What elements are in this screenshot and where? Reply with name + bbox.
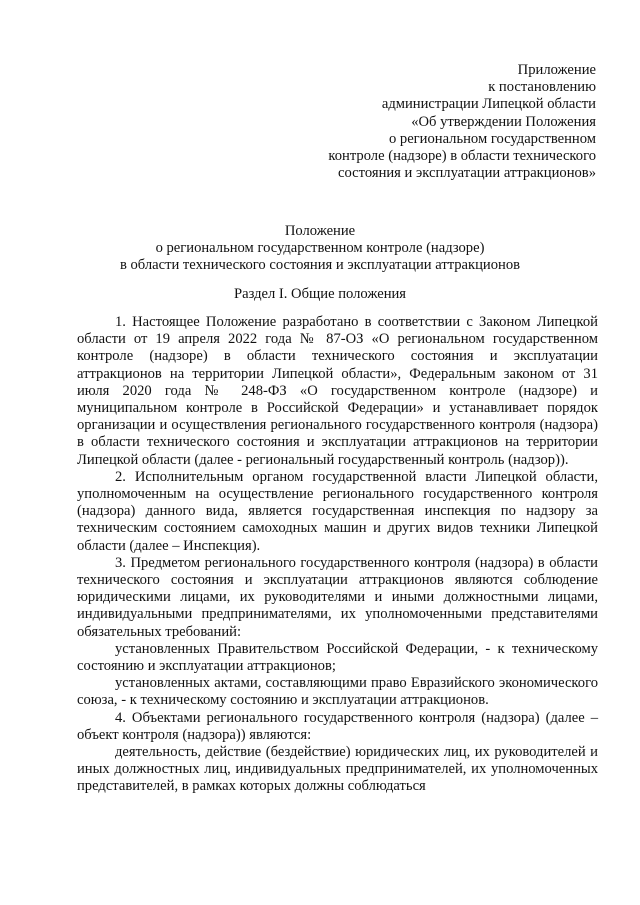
paragraph: 1. Настоящее Положение разработано в соответствии с Законом Липецкой области от 19 апреля 2022 года № 87-ОЗ «О региональном государственном контроле (надзоре) в области технического состояния и эксплуатации аттракционов на территории Липецкой области», Федеральным законом от 31 июля 2020 года № 248-ФЗ «О государственном контроле (надзоре) и муниципальном контроле в Российской Федерации» и устанавливает порядок организации и осуществления регионального государственного контроля (надзора) в области технического состояния и эксплуатации аттракционов на территории Липецкой области (далее - региональный государственный контроль (надзор)). [77, 314, 598, 468]
title-line: в области технического состояния и эксплуатации аттракционов [119, 257, 521, 274]
appendix-line: о региональном государственном [388, 130, 596, 147]
paragraph: деятельность, действие (бездействие) юридических лиц, их руководителей и иных должностных лиц, индивидуальных предпринимателей, их уполномоченных представителей, в рамках которых должны соблюдаться [77, 744, 598, 795]
document-body [77, 314, 598, 796]
document-title [40, 223, 600, 275]
appendix-line: к постановлению [488, 79, 596, 96]
paragraph: 3. Предметом регионального государственного контроля (надзора) в области технического состояния и эксплуатации аттракционов являются соблюдение юридическими лицами, их руководителями и иными должностными лицами, индивидуальными предпринимателями, их уполномоченными представителями обязательных требований: [77, 554, 598, 640]
appendix-line: администрации Липецкой области [381, 96, 596, 113]
appendix-line: «Об утверждении Положения [411, 113, 596, 130]
appendix-line: состояния и эксплуатации аттракционов» [338, 165, 596, 182]
paragraph: 2. Исполнительным органом государственной власти Липецкой области, уполномоченным на осуществление регионального государственного контроля (надзора) данного вида, является государственная инспекция по надзору за техническим состоянием самоходных машин и других видов техники Липецкой области (далее – Инспекция). [77, 468, 598, 554]
section-heading: Раздел I. Общие положения [233, 286, 407, 302]
appendix-header [280, 62, 596, 182]
appendix-line: контроле (надзоре) в области технического [328, 148, 596, 165]
title-line: Положение [284, 223, 356, 239]
title-line: о региональном государственном контроле (надзоре) [155, 240, 485, 257]
appendix-line: Приложение [517, 62, 596, 78]
paragraph: установленных Правительством Российской Федерации, - к техническому состоянию и эксплуатации аттракционов; [77, 640, 598, 675]
paragraph: установленных актами, составляющими право Евразийского экономического союза, - к техническому состоянию и эксплуатации аттракционов. [77, 675, 598, 709]
paragraph: 4. Объектами регионального государственного контроля (надзора) (далее – объект контроля (надзора)) являются: [77, 709, 598, 743]
